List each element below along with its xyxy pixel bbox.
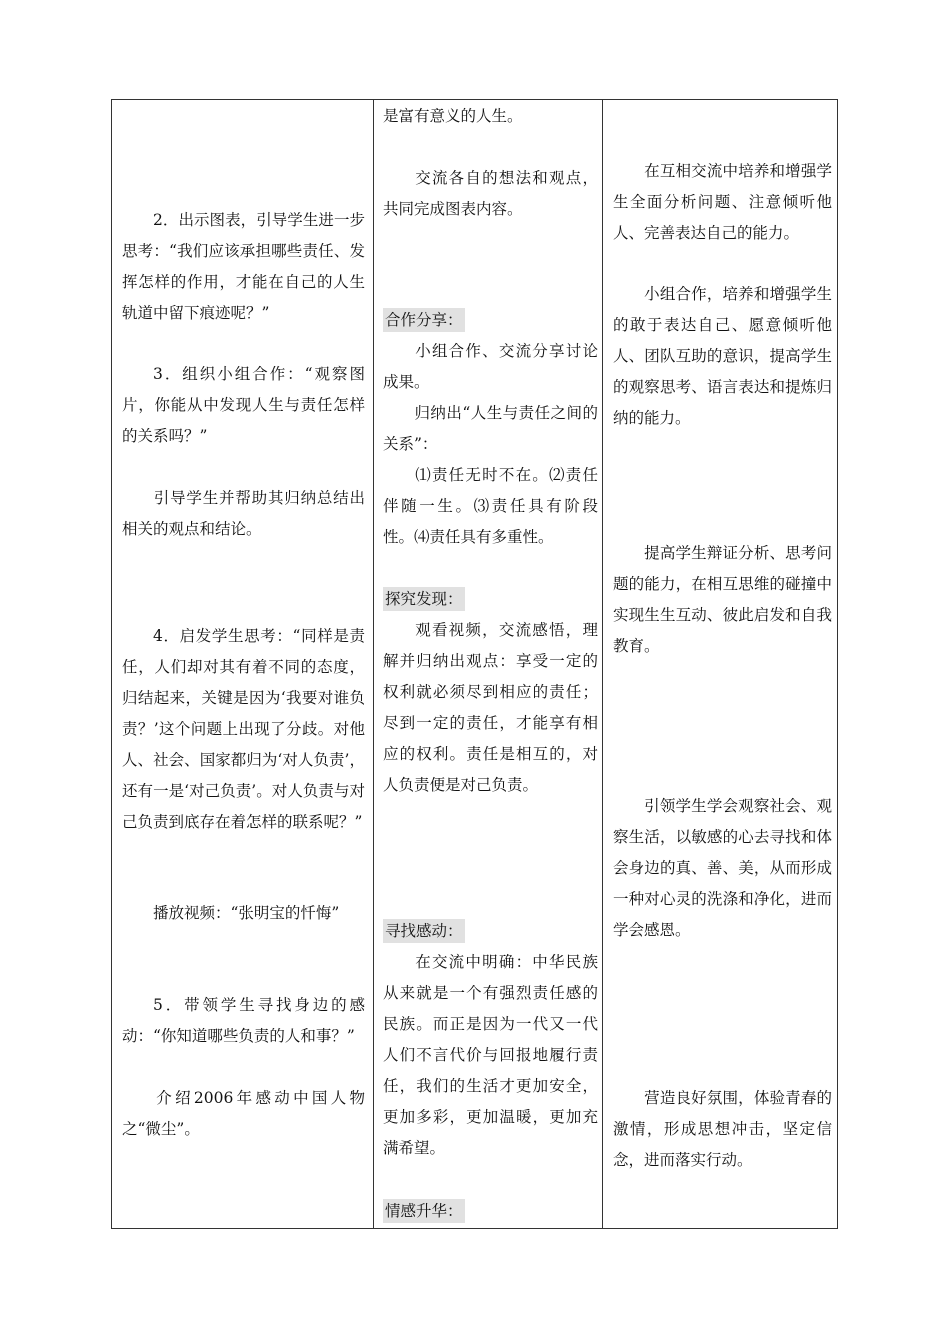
intent-1: 在互相交流中培养和增强学生全面分析问题、注意倾听他人、完善表达自己的能力。 [613, 162, 832, 242]
teacher-video: 播放视频：“张明宝的忏悔” [153, 904, 340, 922]
student-clarify: 在交流中明确：中华民族从来就是一个有强烈责任感的民族。而正是因为一代又一代人们不言代价与回报地履行责任，我们的生活才更加安全，更加多彩，更加温暖，更加充满希望。 [383, 953, 598, 1157]
teacher-step-3-guide: 引导学生并帮助其归纳总结出相关的观点和结论。 [122, 489, 365, 538]
column-divider [373, 100, 374, 1228]
intent-5: 营造良好氛围，体验青春的激情，形成思想冲击，坚定信念，进而落实行动。 [613, 1089, 832, 1169]
heading-explore-discover: 探究发现： [383, 587, 465, 611]
heading-emotion-sublimation: 情感升华： [383, 1199, 465, 1223]
teacher-intro: 介绍2006年感动中国人物之“微尘”。 [122, 1089, 365, 1138]
heading-find-touching: 寻找感动： [383, 919, 465, 943]
student-conclusions: ⑴责任无时不在。⑵责任伴随一生。⑶责任具有阶段性。⑷责任具有多重性。 [383, 466, 598, 546]
heading-cooperation-sharing: 合作分享： [383, 308, 465, 332]
teacher-step-5: 5．带领学生寻找身边的感动：“你知道哪些负责的人和事？” [122, 996, 365, 1045]
student-summary: 归纳出“人生与责任之间的关系”： [383, 404, 598, 453]
teacher-step-4: 4．启发学生思考：“同样是责任，人们却对其有着不同的态度，归结起来，关键是因为‘我要对谁负责？’这个问题上出现了分歧。对他人、社会、国家都归为‘对人负责’，还有一是‘对己负责’。对人负责与对己负责到底存在着怎样的联系呢？” [122, 627, 365, 831]
student-group-share: 小组合作、交流分享讨论成果。 [383, 342, 598, 391]
teacher-step-2: 2．出示图表，引导学生进一步思考：“我们应该承担哪些责任、发挥怎样的作用，才能在自己的人生轨道中留下痕迹呢？” [122, 211, 365, 322]
intent-2: 小组合作，培养和增强学生的敢于表达自己、愿意倾听他人、团队互助的意识，提高学生的观察思考、语言表达和提炼归纳的能力。 [613, 285, 832, 427]
student-text-continued: 是富有意义的人生。 [383, 107, 523, 125]
student-video-insight: 观看视频，交流感悟，理解并归纳出观点：享受一定的权利就必须尽到相应的责任；尽到一定的责任，才能享有相应的权利。责任是相互的，对人负责便是对己负责。 [383, 621, 598, 794]
student-exchange: 交流各自的想法和观点，共同完成图表内容。 [383, 169, 598, 218]
intent-3: 提高学生辩证分析、思考问题的能力，在相互思维的碰撞中实现生生互动、彼此启发和自我教育。 [613, 544, 832, 655]
column-divider [602, 100, 603, 1228]
teacher-step-3: 3．组织小组合作：“观察图片，你能从中发现人生与责任怎样的关系吗？” [122, 365, 365, 445]
intent-4: 引领学生学会观察社会、观察生活，以敏感的心去寻找和体会身边的真、善、美，从而形成一种对心灵的洗涤和净化，进而学会感恩。 [613, 797, 832, 939]
lesson-table [111, 99, 838, 1229]
